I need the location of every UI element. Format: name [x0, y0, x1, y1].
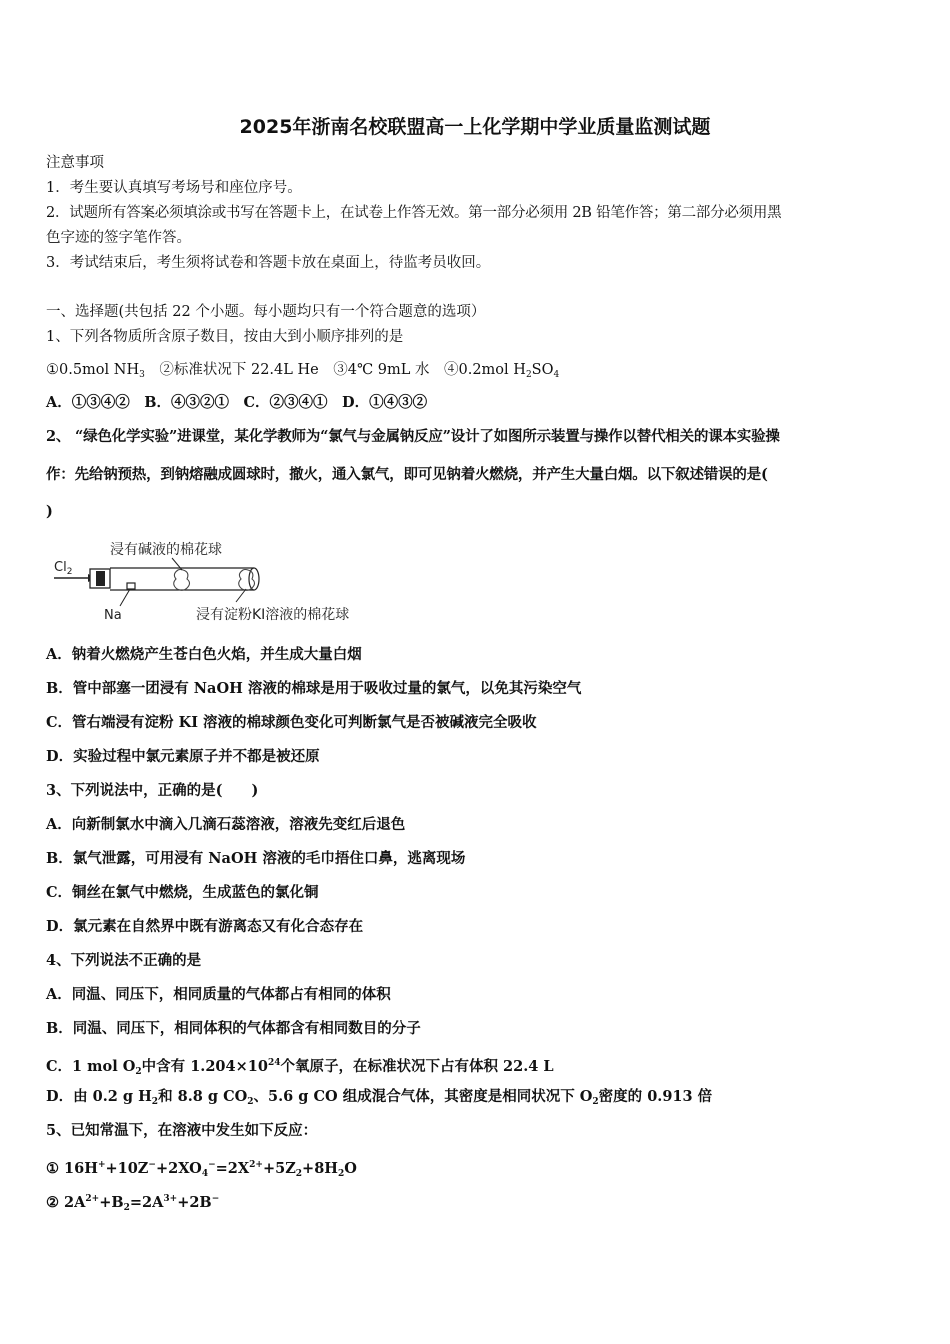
question-5-equation-2: ② $2A^{2+}+B_2=2A^{3+}+2B^-$ [46, 1194, 220, 1213]
question-2-option-a: A．钠着火燃烧产生苍白色火焰，并生成大量白烟 [46, 646, 362, 663]
diagram-label-na: Na [104, 608, 122, 623]
notice-item: 1．考生要认真填写考场号和座位序号。 [46, 180, 302, 196]
question-5-equation-1: ① $16H^++10Z^-+2XO_4^-=2X^{2+}+5Z_2+8H_2O$ [46, 1160, 357, 1179]
question-3-option-d: D．氯元素在自然界中既有游离态又有化合态存在 [46, 918, 364, 935]
question-1-stem: 1、下列各物质所含原子数目，按由大到小顺序排列的是 [46, 329, 404, 345]
question-3-option-c: C．铜丝在氯气中燃烧，生成蓝色的氯化铜 [46, 884, 319, 901]
notice-item: 3．考试结束后，考生须将试卷和答题卡放在桌面上，待监考员收回。 [46, 255, 491, 271]
section-header: 一、选择题(共包括 22 个小题。每小题均只有一个符合题意的选项） [46, 304, 486, 320]
diagram-label-alkali: 浸有碱液的棉花球 [110, 542, 222, 558]
question-4-option-c: C．1 mol $O_2$中含有 $1.204\times 10^{24}$个氧原子，在标准状况下占有体积 22.4 L [46, 1058, 554, 1077]
question-2-option-c: C．管右端浸有淀粉 KI 溶液的棉球颜色变化可判断氯气是否被碱液完全吸收 [46, 714, 537, 731]
question-4-option-d: D．由 0.2 g $H_2$和 8.8 g $CO_2$、5.6 g CO 组成混合气体，其密度是相同状况下 $O_2$密度的 0.913 倍 [46, 1088, 713, 1107]
label-line-ki [236, 589, 246, 602]
ki-cotton-ball [239, 570, 255, 591]
stopper-plug [96, 571, 105, 586]
question-4-option-a: A．同温、同压下，相同质量的气体都占有相同的体积 [46, 986, 391, 1003]
question-3-stem: 3、下列说法中，正确的是( ) [46, 782, 259, 799]
diagram-label-ki: 浸有淀粉KI溶液的棉花球 [196, 607, 350, 623]
question-5-stem: 5、已知常温下，在溶液中发生如下反应： [46, 1122, 318, 1139]
diagram-label-cl2: $Cl_2$ [54, 560, 73, 577]
question-2-option-d: D．实验过程中氯元素原子并不都是被还原 [46, 748, 320, 765]
sodium-piece [127, 583, 135, 589]
question-3-option-b: B．氯气泄露，可用浸有 NaOH 溶液的毛巾捂住口鼻，逃离现场 [46, 850, 466, 867]
notice-item: 色字迹的签字笔作答。 [46, 230, 191, 246]
alkali-cotton-ball [174, 570, 190, 591]
notice-heading: 注意事项 [46, 155, 104, 171]
apparatus-diagram [50, 532, 390, 628]
question-4-stem: 4、下列说法不正确的是 [46, 952, 202, 969]
question-4-option-b: B．同温、同压下，相同体积的气体都含有相同数目的分子 [46, 1020, 421, 1037]
label-line-na [120, 589, 130, 606]
page-title: 2025年浙南名校联盟高一上化学期中学业质量监测试题 [239, 116, 711, 138]
question-1-options: A．①③④② B．④③②① C．②③④① D．①④③② [46, 394, 428, 411]
notice-item: 2．试题所有答案必须填涂或书写在答题卡上，在试卷上作答无效。第一部分必须用 2B 铅笔作答；第二部分必须用黑 [46, 205, 782, 221]
question-1-items: ①0.5mol $NH_3$ ②标准状况下 22.4L He ③4℃ 9mL 水 ④0.2mol $H_2SO_4$ [46, 362, 560, 380]
question-2-stem: 作：先给钠预热，到钠熔融成圆球时，撤火，通入氯气，即可见钠着火燃烧，并产生大量白烟。以下叙述错误的是( [46, 466, 768, 483]
question-3-option-a: A．向新制氯水中滴入几滴石蕊溶液，溶液先变红后退色 [46, 816, 406, 833]
question-2-stem: 2、 “绿色化学实验”进课堂，某化学教师为“氯气与金属钠反应”设计了如图所示装置与操作以替代相关的课本实验操 [46, 428, 780, 445]
question-2-stem: ) [46, 503, 53, 520]
question-2-option-b: B．管中部塞一团浸有 NaOH 溶液的棉球是用于吸收过量的氯气，以免其污染空气 [46, 680, 582, 697]
